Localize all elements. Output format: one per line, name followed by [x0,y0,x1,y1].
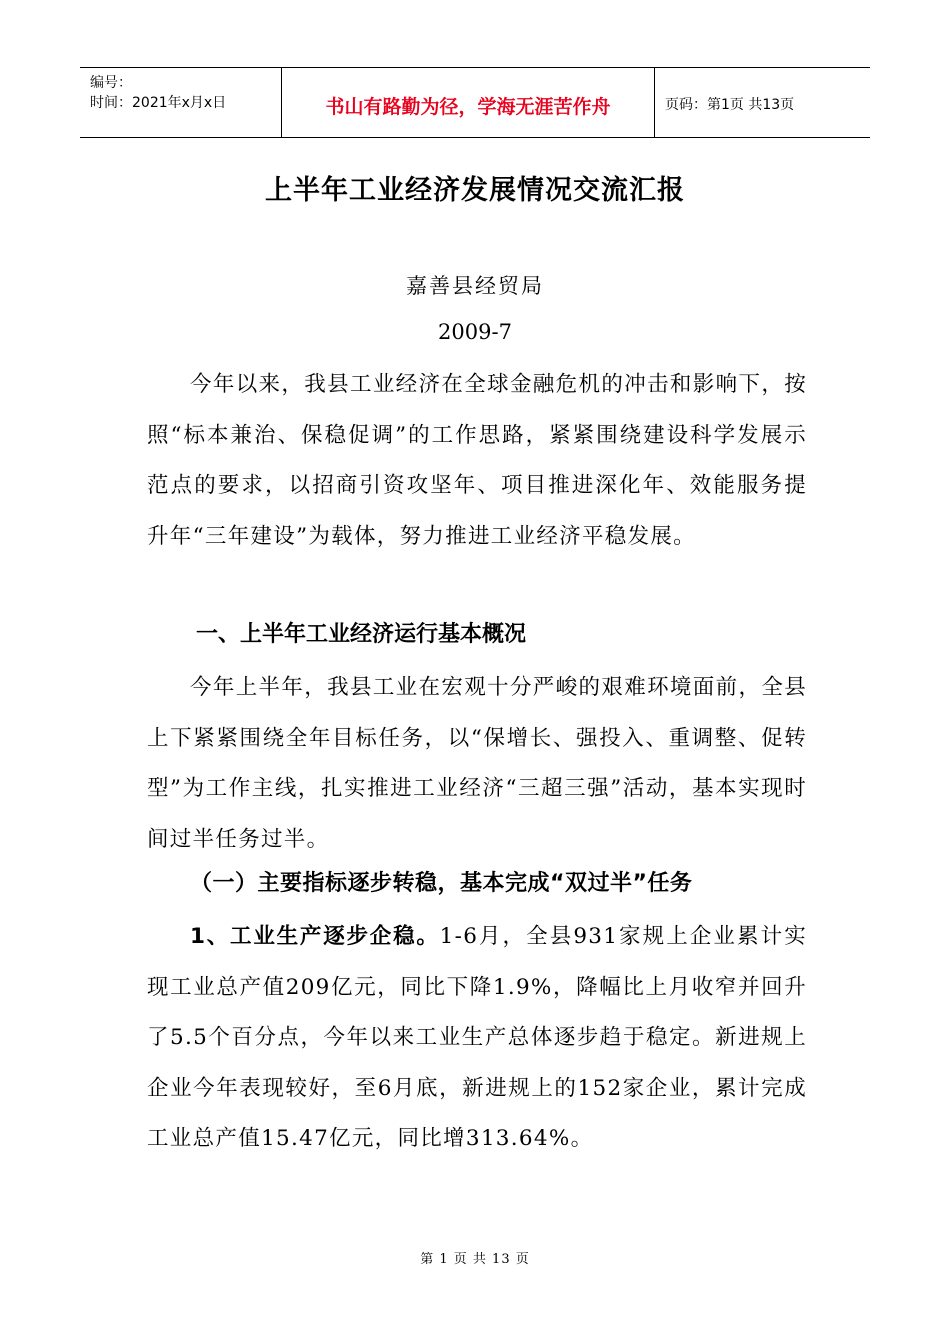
header-motto-cell [281,68,655,137]
document-date-label: 时间：2021年x月x日 [90,95,227,111]
production-paragraph-lead: 1、工业生产逐步企稳。 [190,924,440,949]
production-paragraph-body: 1-6月，全县931家规上企业累计实现工业总产值209亿元，同比下降1.9%，降幅比上月收窄并回升了5.5个百分点，今年以来工业生产总体逐步趋于稳定。新进规上企业今年表现较好，至6月底，新进规上的152家企业，累计完成工业总产值15.47亿元，同比增313.64%。 [147,924,807,1151]
document-title: 上半年工业经济发展情况交流汇报 [265,175,685,206]
header-left-cell [80,68,280,137]
header-motto: 书山有路勤为径，学海无涯苦作舟 [325,96,611,118]
section-heading-1: 一、上半年工业经济运行基本概况 [196,622,527,647]
document-number-label: 编号： [90,75,132,91]
document-author: 嘉善县经贸局 [406,274,544,298]
page-footer: 第 1 页 共 13 页 [420,1252,530,1267]
header-right-cell [655,68,870,137]
document-header [80,67,870,138]
intro-paragraph: 今年以来，我县工业经济在全球金融危机的冲击和影响下，按照“标本兼治、保稳促调”的工作思路，紧紧围绕建设科学发展示范点的要求，以招商引资攻坚年、项目推进深化年、效能服务提升年“三年建设”为载体，努力推进工业经济平稳发展。 [147,372,807,549]
page-info: 页码：第1页 共13页 [665,97,795,113]
subsection-heading-1: （一）主要指标逐步转稳，基本完成“双过半”任务 [190,871,693,896]
overview-paragraph: 今年上半年，我县工业在宏观十分严峻的艰难环境面前，全县上下紧紧围绕全年目标任务，以“保增长、强投入、重调整、促转型”为工作主线，扎实推进工业经济“三超三强”活动，基本实现时间过半任务过半。 [147,675,807,852]
document-date: 2009-7 [438,320,512,344]
production-paragraph [147,912,807,1165]
